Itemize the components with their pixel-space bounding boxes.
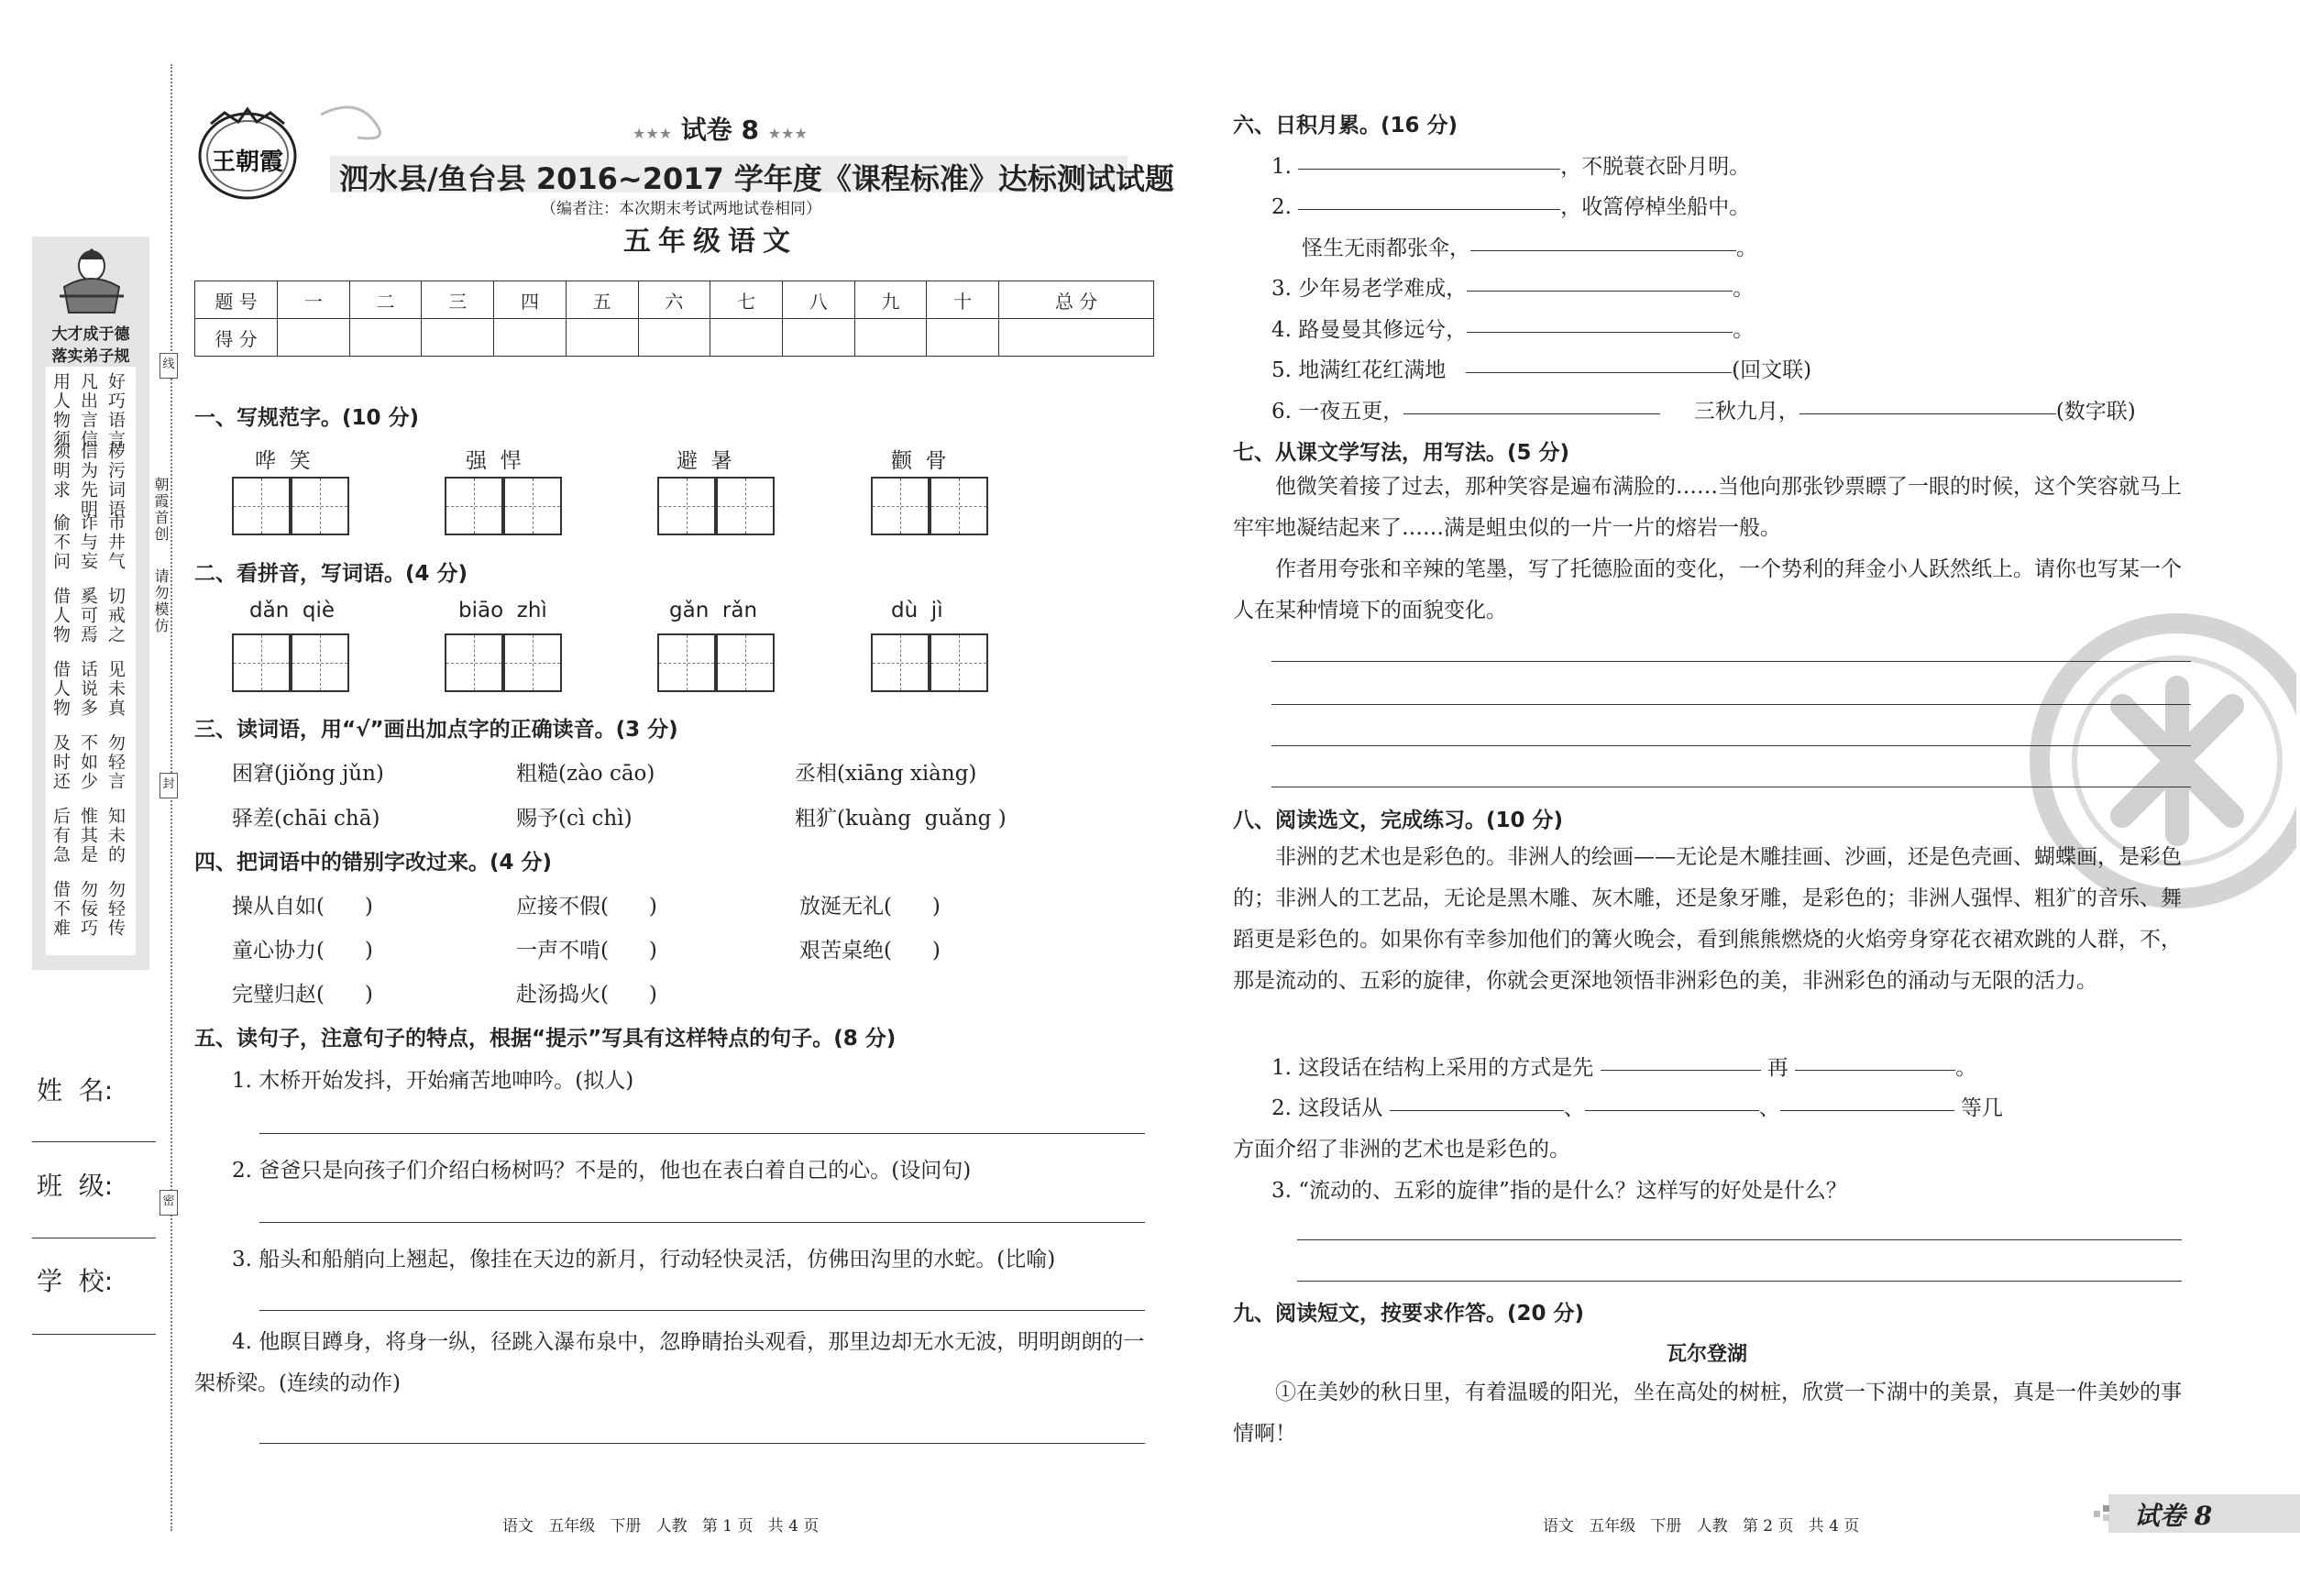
table-header-cell: 二 <box>349 281 422 319</box>
q4-item[interactable]: 放涎无礼( ) <box>799 895 941 919</box>
proverb-col: 勿轻言 <box>105 733 126 791</box>
blank[interactable] <box>1298 169 1560 170</box>
table-header-cell: 八 <box>782 281 854 319</box>
q4-item[interactable]: 赴汤捣火( ) <box>516 983 657 1007</box>
footer-tag-squares <box>2094 1503 2112 1522</box>
name-field[interactable] <box>32 1141 156 1142</box>
blank[interactable] <box>1795 1070 1955 1071</box>
table-header-cell: 十 <box>927 281 999 319</box>
score-cell[interactable] <box>999 319 1154 357</box>
proverb-col: 借人物 <box>50 660 71 718</box>
answer-line[interactable] <box>1297 1239 2182 1240</box>
q8-question-2-cont: 方面介绍了非洲的艺术也是彩色的。 <box>1233 1138 1570 1161</box>
writing-box[interactable] <box>871 477 930 535</box>
q8-heading: 八、阅读选文，完成练习。(10 分) <box>1233 809 1564 832</box>
subject-title: 五年级语文 <box>623 226 798 258</box>
q5-item: 3. 船头和船艄向上翘起，像挂在天边的新月，行动轻快灵活，仿佛田沟里的水蛇。(比喻) <box>232 1248 1056 1271</box>
footer-left: 语文 五年级 下册 人教 第 1 页 共 4 页 <box>502 1517 820 1535</box>
proverb-col: 话说多 <box>78 660 98 718</box>
q6-line-6: 5. 地满红花红满地 (回文联) <box>1271 358 1812 382</box>
blank[interactable] <box>1470 250 1736 251</box>
table-header-cell: 四 <box>494 281 567 319</box>
q2-heading: 二、看拼音，写词语。(4 分) <box>194 562 468 586</box>
q8-passage: 非洲的艺术也是彩色的。非洲人的绘画——无论是木雕挂画、沙画，还是色壳画、蝴蝶画，是彩色的；非洲人的工艺品，无论是黑木雕、灰木雕，还是象牙雕，是彩色的；非洲人强悍、粗犷的音乐、舞蹈更是彩色的。如果你有幸参加他们的篝火晚会，看到熊熊燃烧的火焰旁身穿花衣裙欢跳的人群，不，那是流动的、五彩的旋律，你就会更深地领悟非洲彩色的美，非洲彩色的涌动与无限的活力。 <box>1233 845 2182 993</box>
proverb-col: 好巧语言 <box>105 372 126 449</box>
q6-line-5: 4. 路曼曼其修远兮， 。 <box>1271 318 1755 342</box>
q8-question-3: 3. “流动的、五彩的旋律”指的是什么？这样写的好处是什么？ <box>1271 1179 1847 1203</box>
q6-line-1: 1. ，不脱蓑衣卧月明。 <box>1271 155 1751 179</box>
table-header-cell: 五 <box>566 281 638 319</box>
score-cell[interactable] <box>854 319 927 357</box>
proverb-col: 不如少 <box>78 733 98 791</box>
q4-heading: 四、把词语中的错别字改过来。(4 分) <box>194 851 553 875</box>
q1-word: 颧 骨 <box>891 449 947 473</box>
score-cell[interactable] <box>927 319 999 357</box>
writing-box[interactable] <box>291 477 349 535</box>
q9-paragraph-1: ①在美妙的秋日里，有着温暖的阳光，坐在高处的树桩，欣赏一下湖中的美景，真是一件美妙的事情啊！ <box>1233 1381 2182 1446</box>
class-label: 班 级: <box>37 1171 114 1201</box>
paper-label: ★★★ 试卷 8 ★★★ <box>633 115 808 145</box>
writing-box[interactable] <box>503 477 562 535</box>
q2-pinyin: gǎn rǎn <box>669 599 758 622</box>
q6-heading: 六、日积月累。(16 分) <box>1233 114 1458 138</box>
footer-tag: 试卷 8 <box>2134 1501 2213 1531</box>
vertical-note: 请勿模仿 <box>152 568 170 634</box>
score-value-row <box>195 319 1154 357</box>
fold-mark: 密 <box>160 1190 178 1216</box>
q6-line-2: 2. ，收篙停棹坐船中。 <box>1271 195 1751 219</box>
q7-prompt: 作者用夸张和辛辣的笔墨，写了托德脸面的变化，一个势利的拜金小人跃然纸上。请你也写某一个人在某种情境下的面貌变化。 <box>1233 557 2182 622</box>
blank[interactable] <box>1585 1110 1759 1111</box>
exam-title: 泗水县/鱼台县 2016~2017 学年度《课程标准》达标测试试题 <box>339 161 1174 196</box>
proverb-col: 勿轻传 <box>105 880 126 938</box>
score-header-row <box>195 281 1154 319</box>
q6-line-4: 3. 少年易老学难成， 。 <box>1271 277 1755 301</box>
writing-box[interactable] <box>871 633 930 692</box>
proverb-col: 切戒之 <box>105 587 126 644</box>
writing-box[interactable] <box>445 633 503 692</box>
q3-item[interactable]: 困窘(jiǒng jǔn) <box>232 762 384 786</box>
writing-box[interactable] <box>930 633 988 692</box>
score-table <box>194 281 1154 357</box>
writing-box[interactable] <box>503 633 562 692</box>
score-cell[interactable] <box>278 319 350 357</box>
answer-line[interactable] <box>259 1222 1145 1223</box>
editor-note: （编者注：本次期末考试两地试卷相同） <box>541 200 821 218</box>
proverb-col: 借不难 <box>50 880 71 938</box>
proverb-col: 须明求 <box>50 442 71 500</box>
q4-item[interactable]: 应接不假( ) <box>516 895 657 919</box>
score-cell[interactable] <box>349 319 422 357</box>
fold-mark: 封 <box>160 773 178 798</box>
q5-item: 4. 他瞑目蹲身，将身一纵，径跳入瀑布泉中，忽睁睛抬头观看，那里边却无水无波，明明朗朗的一架桥梁。(连续的动作) <box>194 1330 1145 1395</box>
q4-item[interactable]: 操从自如( ) <box>232 895 373 919</box>
name-label: 姓 名: <box>37 1075 114 1106</box>
table-header-cell: 题 号 <box>195 281 278 319</box>
writing-box[interactable] <box>657 477 716 535</box>
q8-question-1: 1. 这段话在结构上采用的方式是先 再 。 <box>1271 1056 1977 1080</box>
q8-question-2: 2. 这段话从 、 、 等几 <box>1271 1096 2003 1120</box>
motto-line-2: 落实弟子规 <box>51 347 130 366</box>
logo-seal <box>193 105 303 202</box>
table-header-cell: 六 <box>638 281 710 319</box>
svg-text:王朝霞: 王朝霞 <box>211 149 284 176</box>
proverb-col: 凡出言信 <box>78 372 98 449</box>
writing-box[interactable] <box>445 477 503 535</box>
table-header-cell: 九 <box>854 281 927 319</box>
q2-pinyin: dǎn qiè <box>249 599 336 622</box>
q7-passage: 他微笑着接了过去，那种笑容是遍布满脸的……当他向那张钞票瞟了一眼的时候，这个笑容就马上牢牢地凝结起来了……满是蛆虫似的一片一片的熔岩一般。 <box>1233 475 2182 540</box>
q1-heading: 一、写规范字。(10 分) <box>194 406 420 430</box>
proverb-col: 秽污词语 <box>105 442 126 519</box>
proverb-col: 惟其是 <box>78 807 98 864</box>
answer-line[interactable] <box>1271 745 2191 746</box>
q1-word: 强 悍 <box>466 449 522 473</box>
q5-heading: 五、读句子，注意句子的特点，根据“提示”写具有这样特点的句子。(8 分) <box>194 1027 897 1051</box>
writing-box[interactable] <box>657 633 716 692</box>
proverb-col: 后有急 <box>50 807 71 864</box>
q3-item[interactable]: 赐予(cì chì) <box>516 807 633 831</box>
proverb-col: 偷不问 <box>50 513 71 571</box>
blank[interactable] <box>1780 1110 1954 1111</box>
proverb-col: 奚可焉 <box>78 587 98 644</box>
blank[interactable] <box>1601 1070 1761 1071</box>
writing-box[interactable] <box>930 477 988 535</box>
q3-item[interactable]: 粗犷(kuàng guǎng ) <box>795 807 1007 831</box>
q2-pinyin: biāo zhì <box>458 599 547 622</box>
blank[interactable] <box>1390 1110 1564 1111</box>
q5-item: 1. 木桥开始发抖，开始痛苦地呻吟。(拟人) <box>232 1069 634 1093</box>
writing-box[interactable] <box>716 477 775 535</box>
table-header-cell: 三 <box>422 281 494 319</box>
q1-word: 避 暑 <box>677 449 732 473</box>
school-field[interactable] <box>32 1334 156 1335</box>
q4-item[interactable]: 一声不啃( ) <box>516 939 657 963</box>
school-label: 学 校: <box>37 1266 114 1296</box>
proverb-col: 诈与妄 <box>78 513 98 571</box>
motto-line-1: 大才成于德 <box>51 325 130 344</box>
proverb-col: 及时还 <box>50 733 71 791</box>
q3-item[interactable]: 粗糙(zào cāo) <box>516 762 655 786</box>
proverb-col: 勿佞巧 <box>78 880 98 938</box>
answer-line[interactable] <box>1297 1281 2182 1282</box>
proverb-col: 信为先明 <box>78 442 98 519</box>
blank[interactable] <box>1403 413 1660 414</box>
answer-line[interactable] <box>259 1443 1145 1444</box>
proverb-col: 见未真 <box>105 660 126 718</box>
q5-item: 2. 爸爸只是向孩子们介绍白杨树吗？不是的，他也在表白着自己的心。(设问句) <box>232 1159 972 1183</box>
q6-line-7: 6. 一夜五更， 三秋九月， (数字联) <box>1271 400 2136 424</box>
blank[interactable] <box>1799 413 2056 414</box>
q3-item[interactable]: 驿差(chāi chā) <box>232 807 380 831</box>
q4-item[interactable]: 完璧归赵( ) <box>232 983 373 1007</box>
writing-box[interactable] <box>291 633 349 692</box>
blank[interactable] <box>1467 291 1733 292</box>
score-cell[interactable] <box>494 319 567 357</box>
q6-line-3: 怪生无雨都张伞， 。 <box>1302 237 1757 260</box>
writing-box[interactable] <box>232 633 291 692</box>
proverb-col: 市井气 <box>105 513 126 571</box>
score-cell[interactable] <box>638 319 710 357</box>
answer-line[interactable] <box>259 1310 1145 1311</box>
blank[interactable] <box>1467 332 1733 333</box>
writing-box[interactable] <box>232 477 291 535</box>
proverb-col: 借人物 <box>50 587 71 644</box>
q9-title: 瓦尔登湖 <box>1667 1343 1748 1366</box>
q9-heading: 九、阅读短文，按要求作答。(20 分) <box>1233 1302 1585 1326</box>
score-cell[interactable] <box>422 319 494 357</box>
fold-mark: 线 <box>160 353 178 379</box>
answer-line[interactable] <box>1271 704 2191 705</box>
table-row-label: 得 分 <box>195 319 278 357</box>
answer-line[interactable] <box>1271 661 2191 662</box>
blank[interactable] <box>1466 372 1732 373</box>
score-cell[interactable] <box>782 319 854 357</box>
q4-item[interactable]: 艰苦桌绝( ) <box>799 939 941 963</box>
score-cell[interactable] <box>710 319 783 357</box>
writing-box[interactable] <box>716 633 775 692</box>
blank[interactable] <box>1298 209 1560 210</box>
q2-pinyin: dù jì <box>891 599 943 622</box>
score-cell[interactable] <box>566 319 638 357</box>
footer-right: 语文 五年级 下册 人教 第 2 页 共 4 页 <box>1543 1517 1860 1535</box>
q4-item[interactable]: 童心协力( ) <box>232 939 373 963</box>
table-header-cell: 总 分 <box>999 281 1154 319</box>
table-header-cell: 七 <box>710 281 783 319</box>
q3-item[interactable]: 丞相(xiāng xiàng) <box>795 762 977 786</box>
proverb-col: 知未的 <box>105 807 126 864</box>
proverb-col: 用人物须 <box>50 372 71 449</box>
q1-word: 哗 笑 <box>255 449 311 473</box>
q7-heading: 七、从课文学写法，用写法。(5 分) <box>1233 441 1570 465</box>
vertical-note: 朝霞首创 <box>152 477 170 543</box>
table-header-cell: 一 <box>278 281 350 319</box>
scholar-figure <box>50 243 133 316</box>
q3-heading: 三、读词语，用“√”画出加点字的正确读音。(3 分) <box>194 718 678 742</box>
answer-line[interactable] <box>259 1133 1145 1134</box>
